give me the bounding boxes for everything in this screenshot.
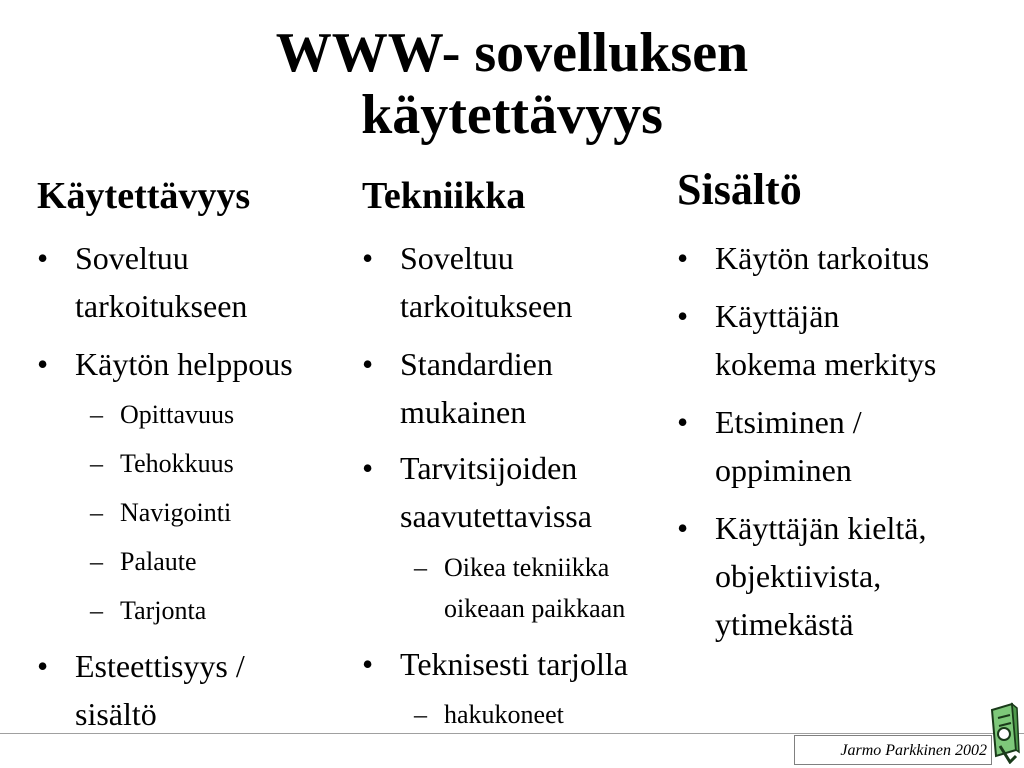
list-item-line: Etsiminen /: [715, 404, 862, 440]
dash-marker: –: [90, 498, 103, 527]
list-item-line: sisältö: [75, 696, 157, 732]
sub-list-item-text: Navigointi: [120, 498, 232, 527]
list-item-line: mukainen: [400, 394, 527, 430]
bullet-marker: •: [362, 450, 374, 486]
list-item-line: Tarvitsijoiden: [400, 450, 578, 486]
slide-title-line-2: käytettävyys: [361, 84, 663, 146]
footer-author: Jarmo Parkkinen 2002: [794, 735, 992, 765]
list-item-line: ytimekästä: [715, 606, 854, 642]
column-heading-usability: Käytettävyys: [37, 175, 251, 217]
list-item-line: tarkoitukseen: [400, 288, 573, 324]
list-item-line: Soveltuu: [75, 240, 189, 276]
column-heading-content: Sisältö: [677, 165, 802, 214]
bullet-marker: •: [677, 510, 689, 546]
sub-list-item-text: oikeaan paikkaan: [444, 594, 626, 623]
sub-list-item-text: hakukoneet: [444, 700, 564, 729]
bullet-marker: •: [37, 648, 49, 684]
bullet-marker: •: [677, 404, 689, 440]
list-item-line: kokema merkitys: [715, 346, 937, 382]
dash-marker: –: [414, 700, 427, 729]
list-item-line: Käytön tarkoitus: [715, 240, 930, 276]
bullet-marker: •: [362, 646, 374, 682]
slide-title-line-1: WWW- sovelluksen: [275, 22, 749, 84]
column-heading-technology: Tekniikka: [362, 175, 526, 217]
dash-marker: –: [90, 400, 103, 429]
bullet-marker: •: [37, 240, 49, 276]
dash-marker: –: [90, 547, 103, 576]
sub-list-item-text: Opittavuus: [120, 400, 235, 429]
bullet-marker: •: [37, 346, 49, 382]
list-item-line: Käyttäjän: [715, 298, 840, 334]
list-item-line: Käytön helppous: [75, 346, 293, 382]
list-item-line: oppiminen: [715, 452, 852, 488]
slide-title: [0, 22, 1024, 146]
list-item-line: Teknisesti tarjolla: [400, 646, 628, 682]
sub-list-item-text: Palaute: [120, 547, 197, 576]
dash-marker: –: [90, 596, 103, 625]
list-item-line: Esteettisyys /: [75, 648, 245, 684]
list-item-line: Soveltuu: [400, 240, 514, 276]
bullet-marker: •: [677, 240, 689, 276]
list-item-line: saavutettavissa: [400, 498, 592, 534]
sub-list-item-text: Tarjonta: [120, 596, 207, 625]
footer-divider: [0, 733, 1024, 734]
list-item-line: Standardien: [400, 346, 553, 382]
dash-marker: –: [90, 449, 103, 478]
list-item-line: objektiivista,: [715, 558, 882, 594]
bullet-marker: •: [362, 346, 374, 382]
sub-list-item-text: Oikea tekniikka: [444, 553, 610, 582]
list-item-line: Käyttäjän kieltä,: [715, 510, 927, 546]
sub-list-item-text: Tehokkuus: [120, 449, 234, 478]
list-item-line: tarkoitukseen: [75, 288, 248, 324]
bullet-marker: •: [677, 298, 689, 334]
bullet-marker: •: [362, 240, 374, 276]
dash-marker: –: [414, 553, 427, 582]
logo-icon: [986, 700, 1020, 764]
